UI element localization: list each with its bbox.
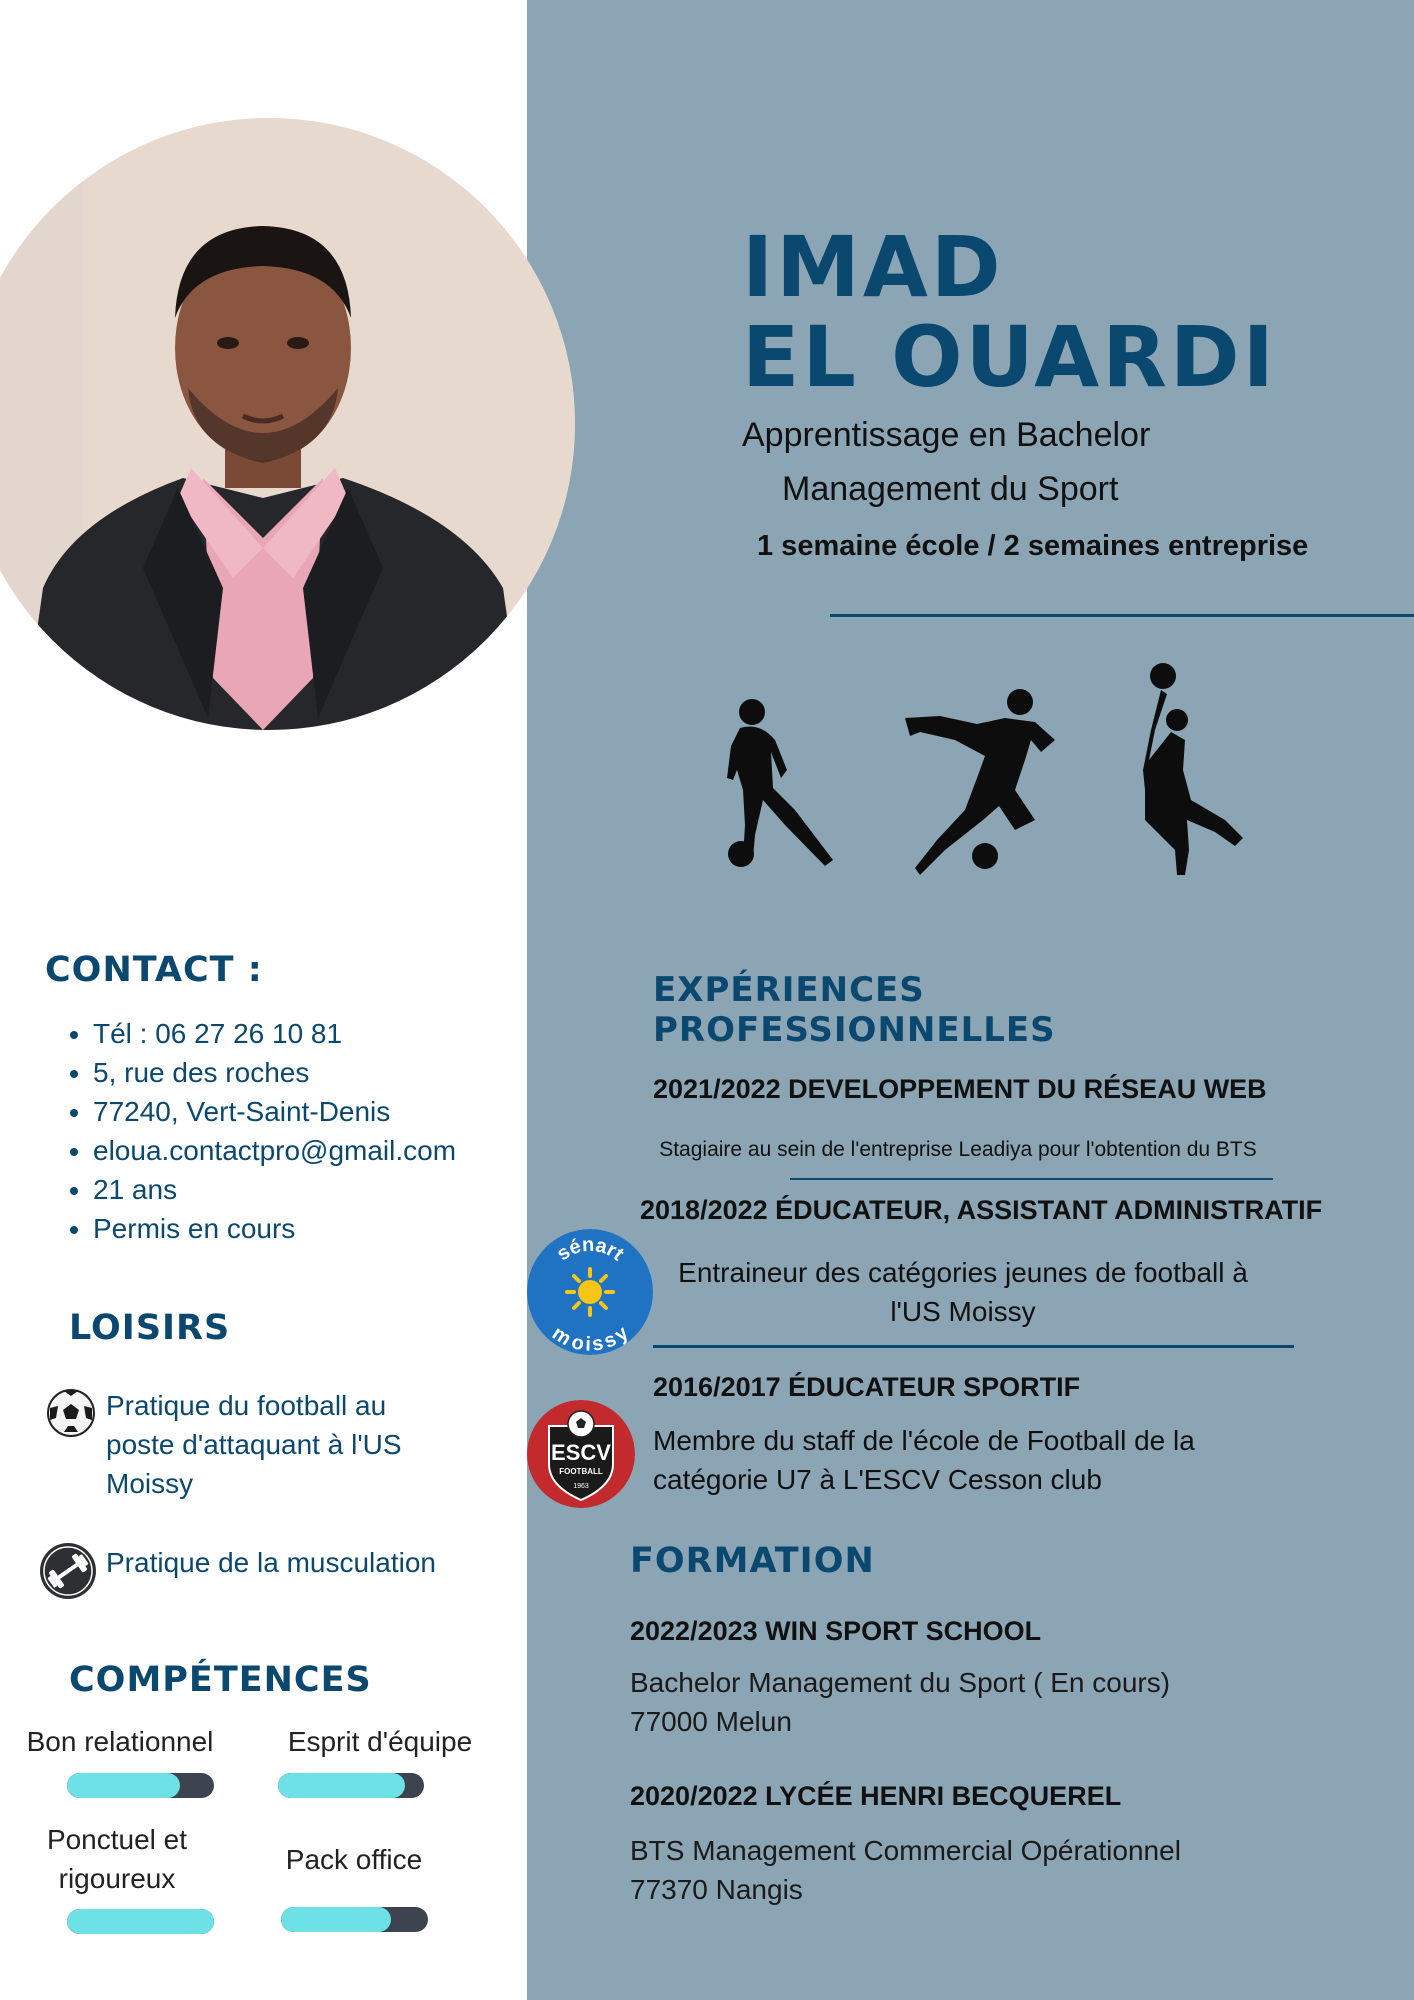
education-1-title: 2022/2023 WIN SPORT SCHOOL bbox=[630, 1616, 1042, 1646]
hobby-football: Pratique du football au poste d'attaquant à l'US Moissy bbox=[106, 1390, 402, 1499]
experience-2-divider bbox=[653, 1345, 1294, 1348]
experience-3-title: 2016/2017 ÉDUCATEUR SPORTIF bbox=[653, 1372, 1081, 1402]
experience-2-title: 2018/2022 ÉDUCATEUR, ASSISTANT ADMINISTRATIF bbox=[640, 1195, 1323, 1225]
hobbies-title: LOISIRS bbox=[69, 1308, 231, 1348]
experience-title bbox=[653, 970, 1056, 1050]
escv-logo bbox=[527, 1400, 635, 1508]
logo-escv-sub: FOOTBALL bbox=[559, 1467, 603, 1476]
portrait-illustration bbox=[0, 118, 575, 730]
logo-escv-text: ESCV bbox=[551, 1440, 611, 1465]
basketball-player-icon bbox=[1143, 663, 1243, 875]
contact-email: • eloua.contactpro@gmail.com bbox=[93, 1131, 456, 1170]
experience-2-desc: Entraineur des catégories jeunes de football à l'US Moissy bbox=[678, 1257, 1248, 1327]
contact-address: • 5, rue des roches bbox=[93, 1053, 456, 1092]
skill-bar-pack-office bbox=[281, 1907, 428, 1932]
sun-icon bbox=[567, 1269, 613, 1315]
contact-title: CONTACT : bbox=[45, 950, 263, 990]
experience-1-title: 2021/2022 DEVELOPPEMENT DU RÉSEAU WEB bbox=[653, 1074, 1267, 1104]
senart-moissy-logo bbox=[527, 1229, 653, 1355]
skill-label-relationnel: Bon relationnel bbox=[26, 1726, 214, 1757]
logo-bottom-text: moissy bbox=[548, 1321, 633, 1355]
subtitle-line-1: Apprentissage en Bachelor bbox=[742, 416, 1151, 454]
first-name: IMAD bbox=[742, 218, 1004, 316]
education-2-desc bbox=[630, 1831, 1181, 1909]
profile-photo bbox=[0, 118, 575, 730]
job-subtitle bbox=[742, 408, 1262, 516]
skill-bar-equipe bbox=[278, 1773, 424, 1798]
skill-label-equipe: Esprit d'équipe bbox=[287, 1726, 473, 1757]
last-name: EL OUARDI bbox=[742, 308, 1277, 406]
contact-phone: • Tél : 06 27 26 10 81 bbox=[93, 1014, 456, 1053]
education-2-line-2: 77370 Nangis bbox=[630, 1874, 803, 1905]
logo-top-text: sénart bbox=[552, 1233, 628, 1266]
education-1-desc bbox=[630, 1663, 1170, 1741]
contact-age: • 21 ans bbox=[93, 1170, 456, 1209]
skill-bar-fill bbox=[281, 1907, 391, 1932]
education-1-line-2: 77000 Melun bbox=[630, 1706, 792, 1737]
logo-escv-year: 1963 bbox=[573, 1483, 589, 1490]
soccer-ball-icon bbox=[46, 1388, 96, 1438]
education-1-line-1: Bachelor Management du Sport ( En cours) bbox=[630, 1667, 1171, 1698]
skill-bar-ponctuel bbox=[67, 1909, 214, 1934]
contact-list bbox=[47, 1014, 456, 1248]
skill-label-ponctuel: Ponctuel et rigoureux bbox=[46, 1824, 188, 1894]
experience-3-desc: Membre du staff de l'école de Football de la catégorie U7 à L'ESCV Cesson club bbox=[653, 1425, 1195, 1495]
skills-title: COMPÉTENCES bbox=[69, 1660, 372, 1700]
skill-label-pack-office: Pack office bbox=[285, 1844, 423, 1875]
experience-1-desc: Stagiaire au sein de l'entreprise Leadiya pour l'obtention du BTS bbox=[659, 1138, 1257, 1161]
experience-title-line-1: EXPÉRIENCES bbox=[653, 970, 925, 1010]
dumbbell-icon bbox=[39, 1542, 97, 1600]
skill-bar-fill bbox=[67, 1909, 214, 1934]
skill-bar-relationnel bbox=[67, 1773, 214, 1798]
kicking-player-icon bbox=[905, 689, 1055, 875]
education-2-title: 2020/2022 LYCÉE HENRI BECQUEREL bbox=[630, 1781, 1122, 1811]
skill-bar-fill bbox=[278, 1773, 405, 1798]
subtitle-line-2: Management du Sport bbox=[782, 470, 1119, 508]
contact-license: • Permis en cours bbox=[93, 1209, 456, 1248]
skill-bar-fill bbox=[67, 1773, 180, 1798]
education-2-line-1: BTS Management Commercial Opérationnel bbox=[630, 1835, 1181, 1866]
experience-title-line-2: PROFESSIONNELLES bbox=[653, 1010, 1056, 1050]
experience-1-divider bbox=[790, 1178, 1273, 1180]
schedule-text: 1 semaine école / 2 semaines entreprise bbox=[757, 530, 1309, 562]
header-divider bbox=[830, 614, 1414, 617]
soccer-player-icon bbox=[727, 699, 833, 867]
sports-silhouettes bbox=[715, 660, 1255, 890]
contact-city: • 77240, Vert-Saint-Denis bbox=[93, 1092, 456, 1131]
full-name bbox=[742, 218, 1277, 406]
hobby-bodybuilding: Pratique de la musculation bbox=[106, 1547, 436, 1578]
education-title: FORMATION bbox=[630, 1541, 875, 1581]
